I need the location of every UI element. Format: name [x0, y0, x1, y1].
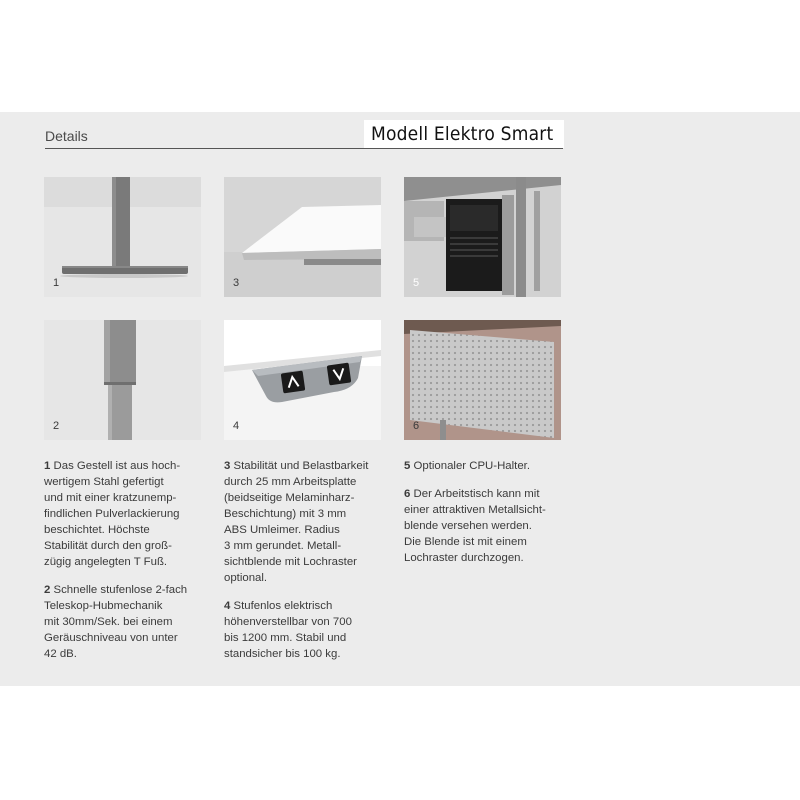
privacy-panel-illustration — [404, 320, 561, 440]
photo-control-panel — [224, 320, 381, 440]
description-text: Stabilität und Belastbarkeit durch 25 mm Arbeitsplatte (beidseitige Melaminharz- Beschichtung) mit 3 mm ABS Umleimer. Radius 3 mm gerundet. Metall- sichtblende mit Lochraster optional. — [224, 460, 369, 584]
description-text: Der Arbeitstisch kann mit einer attraktiven Metallsicht- blende versehen werden. Die Blende ist mit einem Lochraster durchzogen. — [404, 488, 546, 564]
photo-number: 3 — [233, 277, 240, 289]
description-6 — [404, 486, 566, 566]
description-number: 4 — [224, 600, 231, 612]
photo-telescopic-column — [44, 320, 201, 440]
description-column-middle — [224, 458, 386, 674]
model-title: Modell Elektro Smart — [364, 120, 564, 148]
description-2 — [44, 582, 206, 662]
control-panel-illustration — [224, 320, 381, 440]
title-divider — [45, 148, 563, 149]
cpu-holder-illustration — [404, 177, 561, 297]
description-number: 3 — [224, 460, 231, 472]
frame-leg-illustration — [44, 177, 201, 297]
description-text: Stufenlos elektrisch höhenverstellbar von 700 bis 1200 mm. Stabil und standsicher bis 100 kg. — [224, 600, 352, 660]
description-number: 1 — [44, 460, 51, 472]
description-text: Schnelle stufenlose 2-fach Teleskop-Hubmechanik mit 30mm/Sek. bei einem Geräuschniveau von unter 42 dB. — [44, 584, 188, 660]
photo-number: 1 — [53, 277, 60, 289]
description-column-right — [404, 458, 566, 578]
description-3 — [224, 458, 386, 586]
description-number: 5 — [404, 460, 411, 472]
photo-frame-leg — [44, 177, 201, 297]
telescopic-column-illustration — [44, 320, 201, 440]
photo-number: 2 — [53, 420, 60, 432]
description-text: Optionaler CPU-Halter. — [413, 460, 530, 472]
description-number: 6 — [404, 488, 411, 500]
description-column-left — [44, 458, 206, 674]
description-text: Das Gestell ist aus hoch- wertigem Stahl gefertigt und mit einer kratzunemp- findlichen Pulverlackierung beschichtet. Höchste Stabilität durch den groß- zügig angelegten T Fuß. — [44, 460, 181, 568]
photo-number: 4 — [233, 420, 240, 432]
desk-top-illustration — [224, 177, 381, 297]
photo-cpu-holder — [404, 177, 561, 297]
description-4 — [224, 598, 386, 662]
photo-number: 5 — [413, 277, 420, 289]
photo-privacy-panel — [404, 320, 561, 440]
photo-desk-top — [224, 177, 381, 297]
section-title: Details — [45, 128, 88, 144]
photo-number: 6 — [413, 420, 420, 432]
description-5 — [404, 458, 566, 474]
description-number: 2 — [44, 584, 51, 596]
description-1 — [44, 458, 206, 570]
